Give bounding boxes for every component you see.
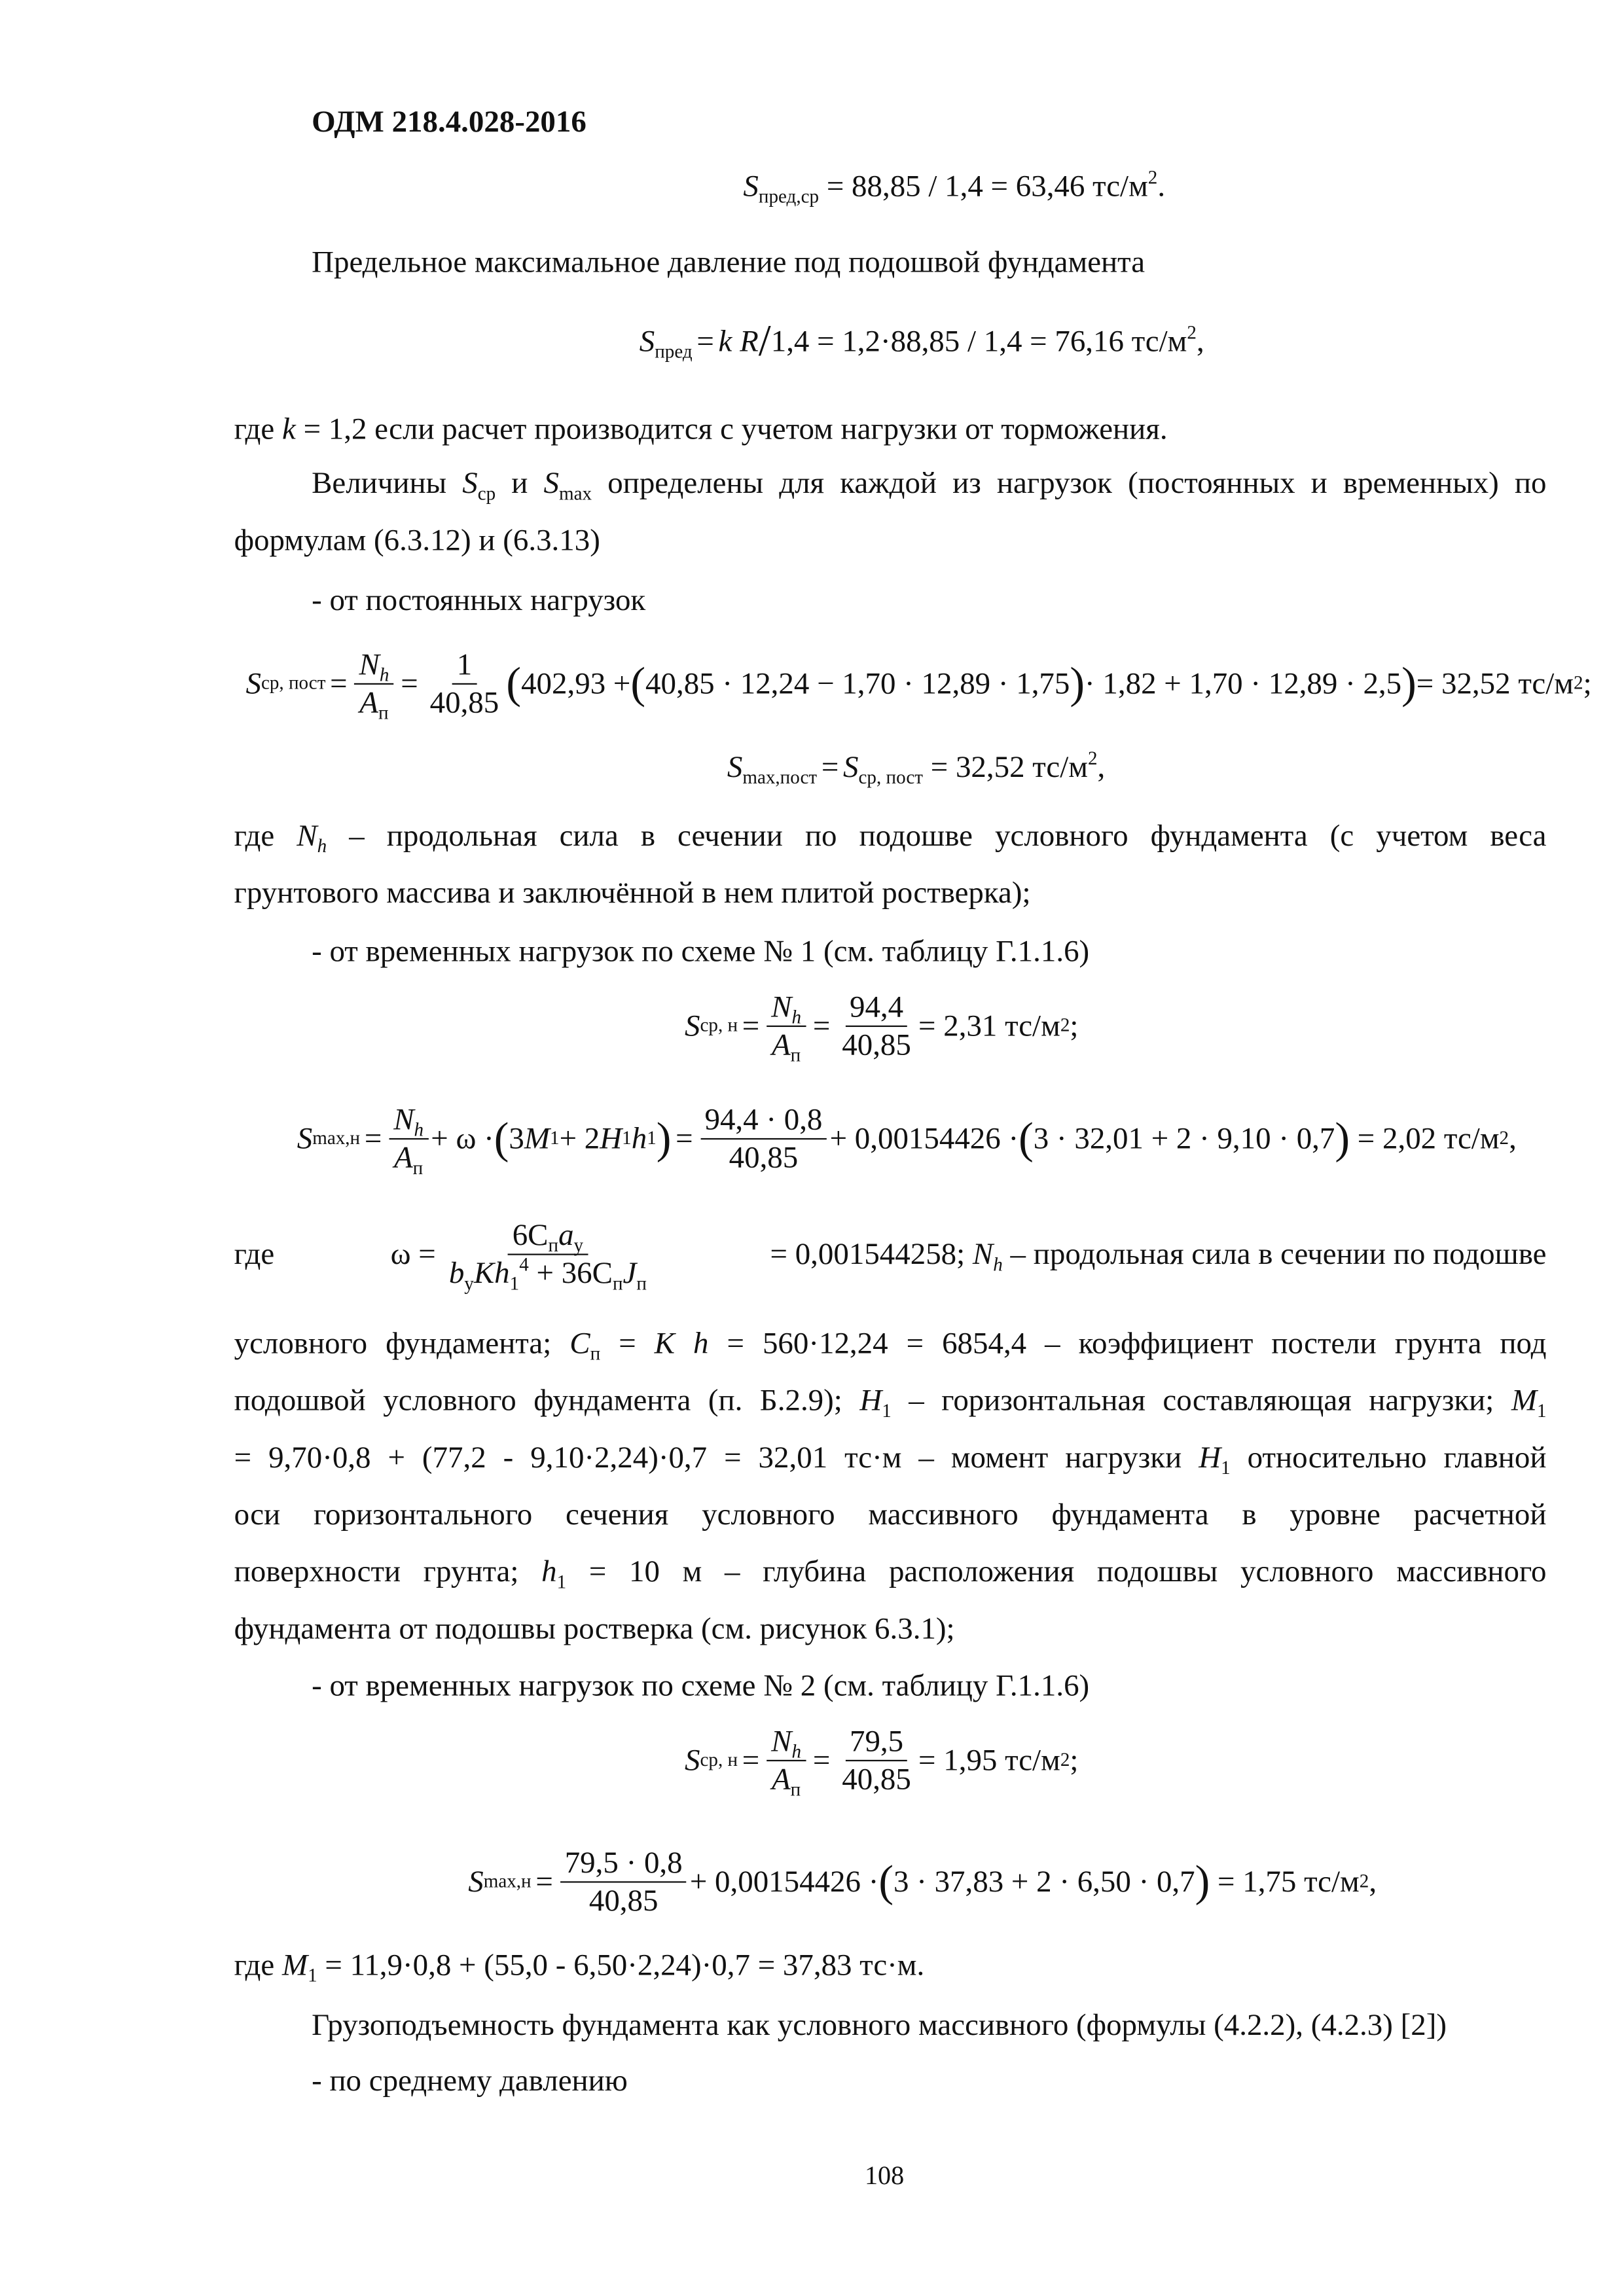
paragraph-cp-line6: фундамента от подошвы ростверка (см. рисунок 6.3.1);	[234, 1610, 955, 1646]
paragraph-limit-pressure: Предельное максимальное давление под подошвой фундамента	[312, 244, 1146, 279]
paragraph-values-line1: Величины $S_{ср}$ и $S_{max}$ определены для каждой из нагрузок (постоянных и временных) по	[312, 465, 1547, 505]
equation-s-sr-n-2: S ср, н = $\frac{N_h}{A_п}$ = $\frac{79,5}{40,85}$ = 1,95 тс/м 2 ;	[685, 1723, 1079, 1800]
paragraph-nh-line1: где $N_h$ – продольная сила в сечении по подошве условного фундамента (с учетом веса	[234, 817, 1547, 857]
paragraph-cp-line2: подошвой условного фундамента (п. Б.2.9); $H_1$ – горизонтальная составляющая нагрузки; $M_1$	[234, 1382, 1547, 1422]
paragraph-bearing-capacity: Грузоподъемность фундамента как условного массивного (формулы (4.2.2), (4.2.3) [2])	[312, 2007, 1447, 2043]
paragraph-temporary-loads-1: - от временных нагрузок по схеме № 1 (см. таблицу Г.1.1.6)	[312, 933, 1090, 969]
equation-s-pred: $S_{пред} = k$ R/1,4 = 1,2·88,85 / 1,4 = 76,16 $тс/м^2$,	[639, 315, 1204, 366]
paragraph-nh-line2: грунтового массива и заключённой в нем плитой ростверка);	[234, 874, 1031, 910]
paragraph-omega-definition: где ω = $\frac{6C_пa_у}{b_уKh_1^4 + 36C_пJ_п}$ = 0,001544258; $N_h$ – продольная сила в сечении по подошве	[234, 1217, 1547, 1293]
equation-s-sr-post: S ср, пост = $\frac{N_h}{A_п}$ = $\frac{1}{40,85}$ ( 402,93 + ( 40,85 · 12,24 − 1,70 · 12,89 · 1,75 ) · 1,82 + 1,70 · 12,89 · 2,5 ) = 32,52 тс/м 2 ;	[245, 647, 1592, 723]
paragraph-permanent-loads: - от постоянных нагрузок	[312, 582, 646, 618]
equation-s-sr-n-1: S ср, н = $\frac{N_h}{A_п}$ = $\frac{94,4}{40,85}$ = 2,31 тс/м 2 ;	[685, 989, 1079, 1066]
equation-s-pred-sr: $S_{пред,ср} = 88,85 / 1,4 = 63,46$ $тс/м^2$.	[743, 166, 1166, 207]
paragraph-values-line2: формулам (6.3.12) и (6.3.13)	[234, 522, 600, 558]
paragraph-average-pressure: - по среднему давлению	[312, 2062, 628, 2098]
paragraph-m1-value: где $M_1 = 11,9\cdot 0,8 + (55,0 - 6,50\cdot 2,24)\cdot 0,7 = 37,83$ тс·м.	[234, 1946, 925, 1986]
paragraph-cp-line1: условного фундамента; $C_п = K$ h = 560·12,24 = 6854,4 – коэффициент постели грунта под	[234, 1325, 1547, 1365]
paragraph-cp-line4: оси горизонтального сечения условного массивного фундамента в уровне расчетной	[234, 1496, 1547, 1532]
document-code-header: ОДМ 218.4.028-2016	[312, 103, 586, 139]
equation-s-max-n-1: S max,н = $\frac{N_h}{A_п}$ + ω · ( 3 M 1 + 2 H 1 h 1 ) = $\frac{94,4 \cdot 0,8}{40,85}$ + 0,00154426 · ( 3 · 32,01 + 2 · 9,10 · 0,7 ) = 2,02 тс/м 2 ,	[297, 1102, 1517, 1178]
equation-s-max-post: $S_{max,пост} = S_{ср, пост} = 32,52$ $тс/м^2$,	[727, 747, 1106, 788]
equation-s-max-n-2: S max,н = $\frac{79,5 \cdot 0,8}{40,85}$ + 0,00154426 · ( 3 · 37,83 + 2 · 6,50 · 0,7 ) = 1,75 тс/м 2 ,	[468, 1845, 1377, 1918]
page-number: 108	[864, 2161, 905, 2190]
paragraph-cp-line5: поверхности грунта; $h_1 = 10$ м – глубина расположения подошвы условного массивного	[234, 1553, 1547, 1593]
paragraph-temporary-loads-2: - от временных нагрузок по схеме № 2 (см. таблицу Г.1.1.6)	[312, 1668, 1090, 1703]
paragraph-k-coefficient: где k = 1,2 если расчет производится с учетом нагрузки от торможения.	[234, 411, 1168, 446]
paragraph-cp-line3: = 9,70·0,8 + (77,2 - 9,10·2,24)·0,7 = 32,01 тс·м – момент нагрузки $H_1$ относительно главной	[234, 1439, 1547, 1479]
